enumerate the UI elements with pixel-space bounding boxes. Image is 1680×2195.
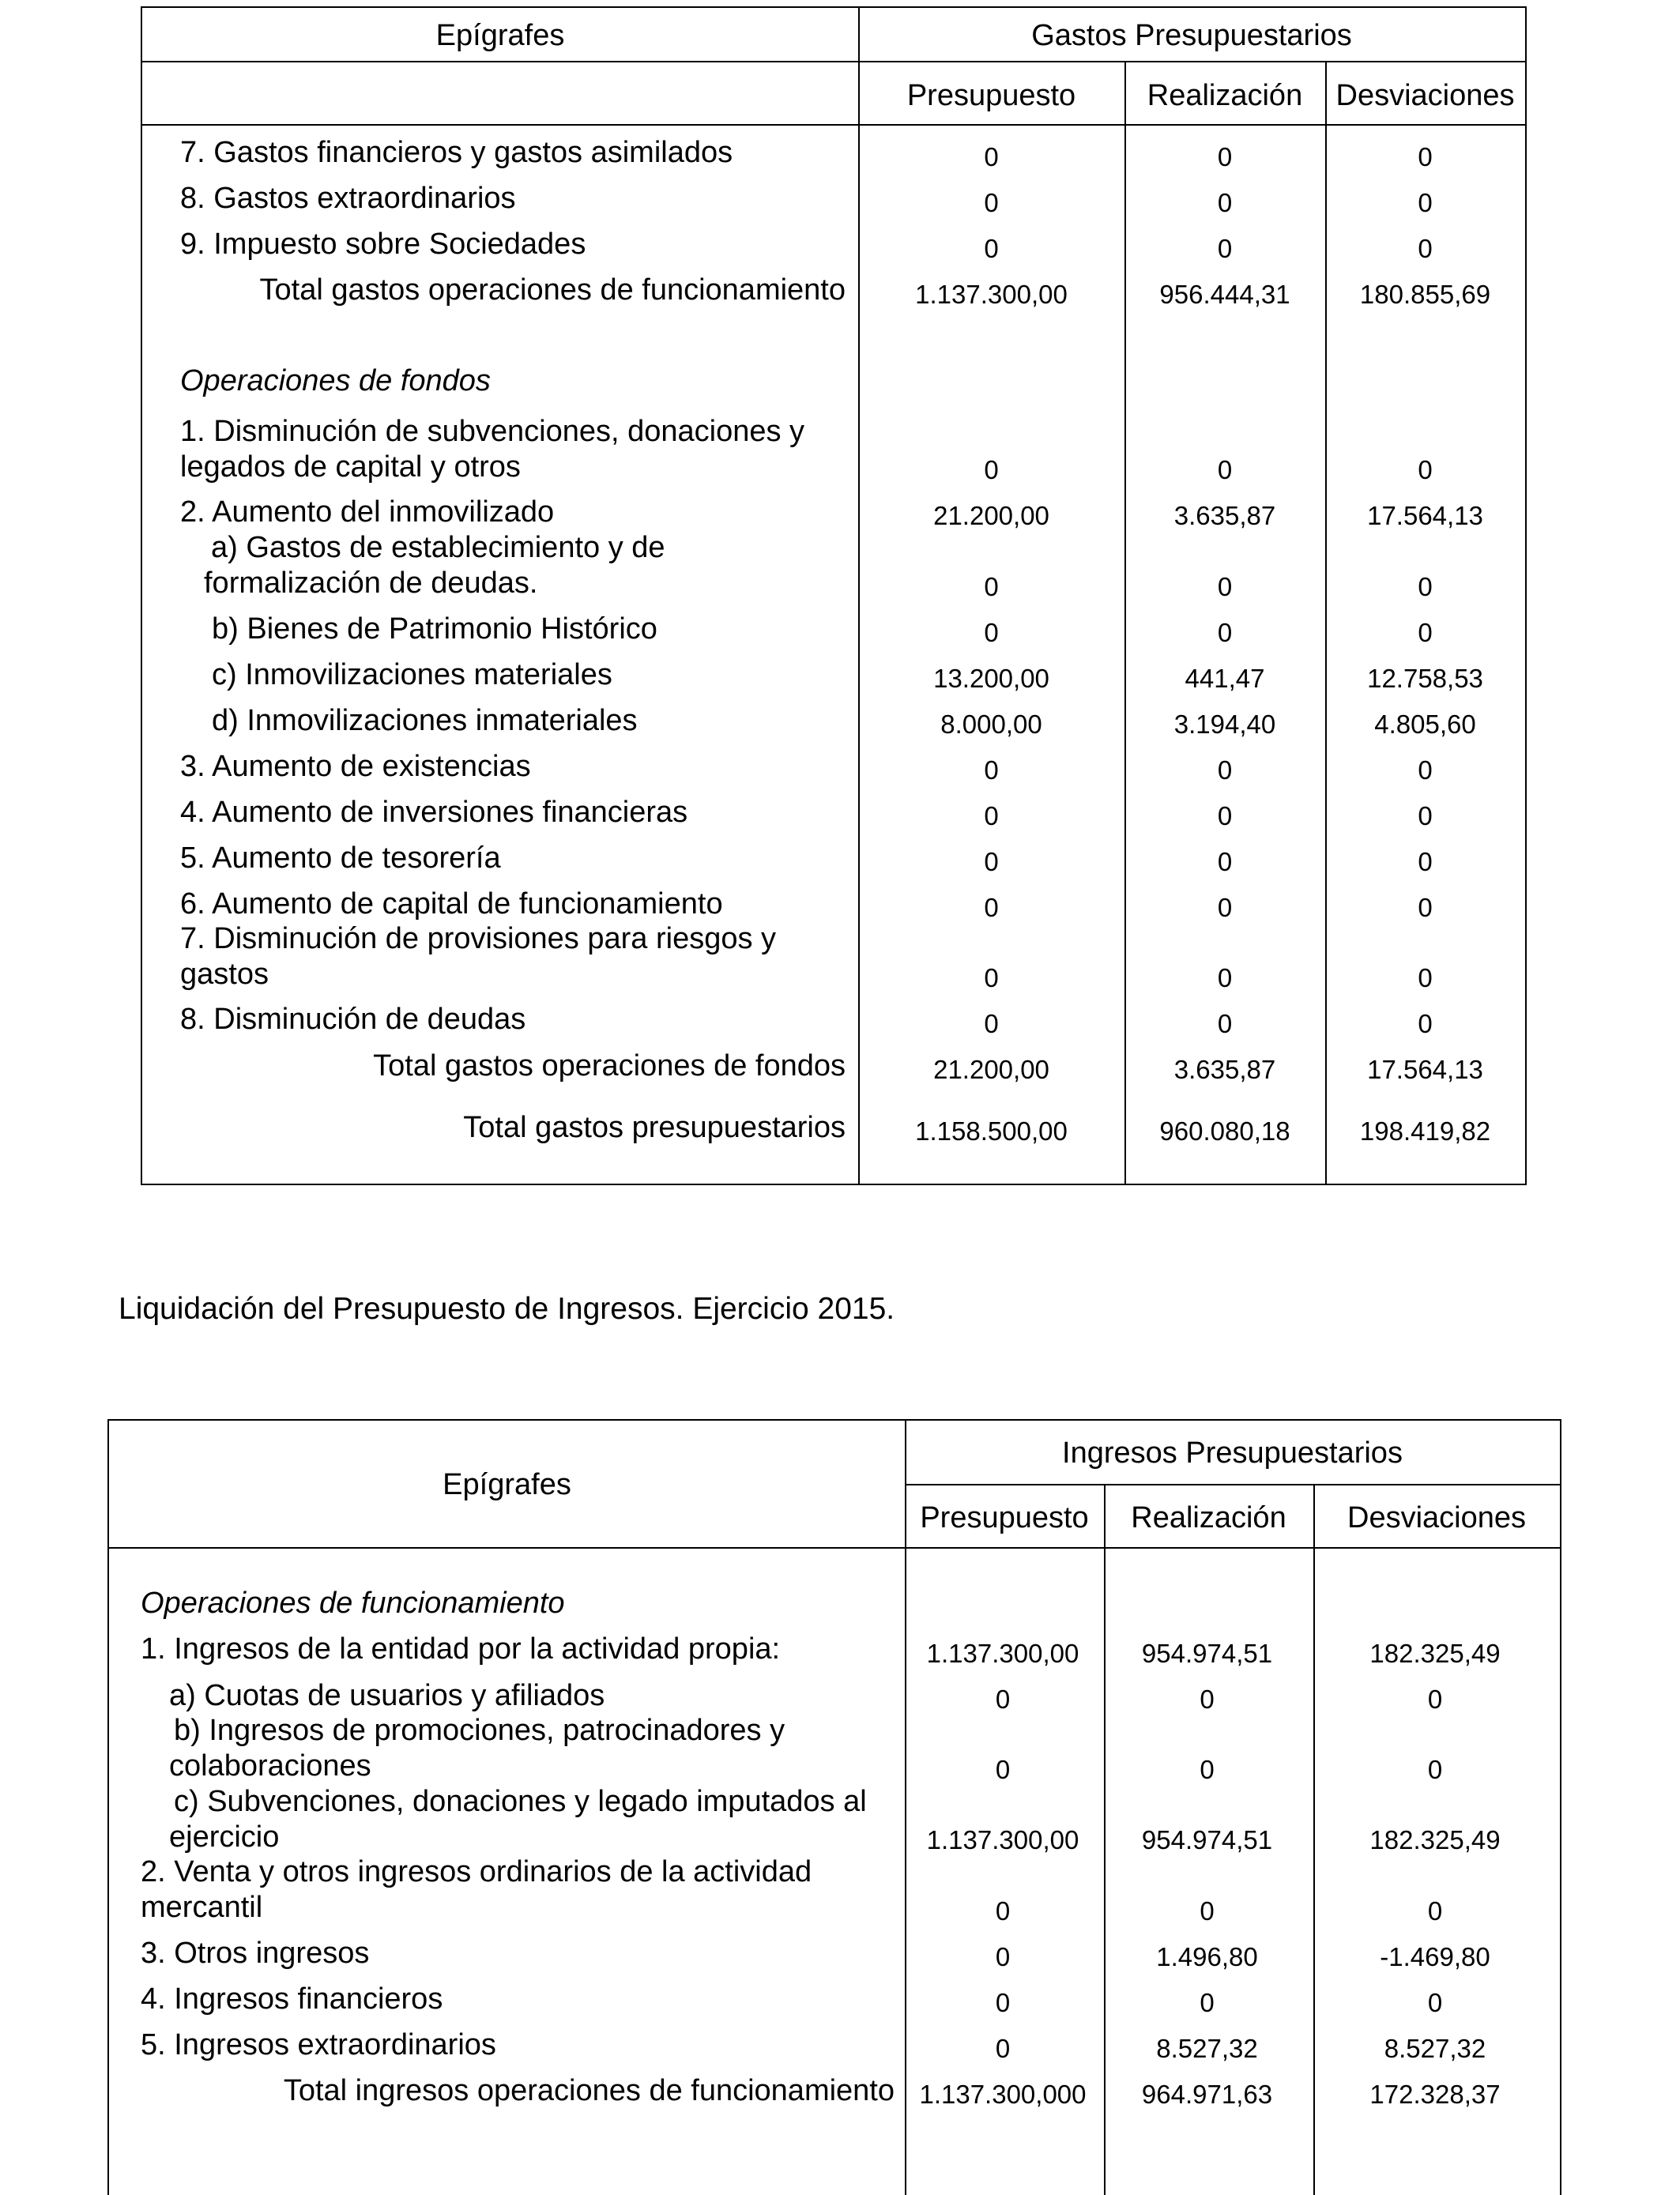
value-presupuesto: 0 bbox=[995, 1755, 1011, 1784]
row-label: 9. Impuesto sobre Sociedades bbox=[180, 228, 586, 261]
value-desviaciones: 0 bbox=[1427, 1685, 1443, 1714]
row-label: 1. Ingresos de la entidad por la actividad propia: bbox=[141, 1632, 781, 1666]
value-presupuesto: 0 bbox=[995, 1942, 1011, 1971]
row-label: 3. Aumento de existencias bbox=[180, 750, 531, 783]
value-presupuesto: 21.200,00 bbox=[933, 1055, 1049, 1084]
row-label: 6. Aumento de capital de funcionamiento bbox=[180, 887, 723, 921]
value-desviaciones: 0 bbox=[1418, 188, 1433, 217]
header-group: Ingresos Presupuestarios bbox=[1062, 1436, 1403, 1470]
value-realizacion: 960.080,18 bbox=[1159, 1116, 1290, 1146]
value-realizacion: 0 bbox=[1200, 1755, 1215, 1784]
value-presupuesto: 0 bbox=[984, 618, 999, 647]
value-presupuesto: 0 bbox=[995, 2034, 1011, 2063]
value-desviaciones: 180.855,69 bbox=[1359, 280, 1491, 309]
value-desviaciones: 0 bbox=[1418, 755, 1433, 785]
value-presupuesto: 0 bbox=[984, 142, 999, 171]
section-heading: Operaciones de fondos bbox=[180, 364, 491, 397]
value-realizacion: 0 bbox=[1217, 188, 1233, 217]
row-label: 8. Gastos extraordinarios bbox=[180, 182, 516, 215]
value-desviaciones: 0 bbox=[1418, 1009, 1433, 1038]
value-desviaciones: 0 bbox=[1418, 234, 1433, 263]
row-label: b) Bienes de Patrimonio Histórico bbox=[212, 612, 657, 646]
value-realizacion: 3.194,40 bbox=[1173, 710, 1276, 739]
row-label: 5. Ingresos extraordinarios bbox=[141, 2028, 496, 2061]
value-realizacion: 0 bbox=[1217, 893, 1233, 922]
row-label: d) Inmovilizaciones inmateriales bbox=[212, 704, 638, 737]
value-realizacion: 0 bbox=[1217, 801, 1233, 830]
value-presupuesto: 0 bbox=[984, 234, 999, 263]
row-label: 8. Disminución de deudas bbox=[180, 1003, 526, 1036]
header-presupuesto: Presupuesto bbox=[906, 79, 1076, 112]
value-presupuesto: 1.137.300,00 bbox=[926, 1825, 1079, 1854]
value-desviaciones: -1.469,80 bbox=[1380, 1942, 1490, 1971]
value-desviaciones: 8.527,32 bbox=[1384, 2034, 1486, 2063]
row-label-line: 7. Disminución de provisiones para riesgos y gastos bbox=[180, 922, 777, 991]
value-realizacion: 0 bbox=[1200, 1988, 1215, 2017]
row-label: 3. Otros ingresos bbox=[141, 1937, 370, 1970]
value-presupuesto: 0 bbox=[984, 847, 999, 876]
value-presupuesto: 13.200,00 bbox=[933, 664, 1049, 693]
section-heading: Operaciones de funcionamiento bbox=[141, 1587, 565, 1620]
row-label-total: Total gastos operaciones de fondos bbox=[373, 1049, 846, 1082]
value-realizacion: 0 bbox=[1217, 455, 1233, 484]
value-desviaciones: 0 bbox=[1418, 847, 1433, 876]
row-label: 4. Ingresos financieros bbox=[141, 1982, 443, 2016]
value-realizacion: 0 bbox=[1217, 847, 1233, 876]
value-presupuesto: 0 bbox=[984, 1009, 999, 1038]
value-desviaciones: 12.758,53 bbox=[1367, 664, 1483, 693]
row-label: 2. Aumento del inmovilizado bbox=[180, 495, 555, 529]
row-label bbox=[180, 414, 804, 485]
row-label-line: 1. Disminución de subvenciones, donaciones y legados de capital y otros bbox=[180, 415, 805, 484]
row-label-line: a) Gastos de establecimiento y de formalización de deudas. bbox=[204, 531, 665, 600]
value-presupuesto: 0 bbox=[984, 188, 999, 217]
value-realizacion: 1.496,80 bbox=[1156, 1942, 1258, 1971]
row-label: 7. Gastos financieros y gastos asimilados bbox=[180, 136, 733, 169]
value-desviaciones: 0 bbox=[1427, 1988, 1443, 2017]
header-epigrafes: Epígrafes bbox=[435, 19, 565, 52]
row-label bbox=[141, 1854, 812, 1926]
value-realizacion: 0 bbox=[1200, 1896, 1215, 1926]
row-label bbox=[169, 1713, 785, 1784]
value-desviaciones: 0 bbox=[1418, 893, 1433, 922]
row-label: c) Inmovilizaciones materiales bbox=[212, 658, 612, 691]
value-realizacion: 0 bbox=[1217, 963, 1233, 992]
row-label bbox=[180, 921, 776, 992]
value-presupuesto: 0 bbox=[984, 801, 999, 830]
row-label-line: 2. Venta y otros ingresos ordinarios de la actividad mercantil bbox=[141, 1855, 812, 1924]
value-desviaciones: 0 bbox=[1427, 1755, 1443, 1784]
header-realizacion: Realización bbox=[1147, 79, 1303, 112]
row-label: 4. Aumento de inversiones financieras bbox=[180, 796, 688, 829]
value-presupuesto: 1.137.300,00 bbox=[926, 1639, 1079, 1668]
value-presupuesto: 0 bbox=[984, 963, 999, 992]
value-desviaciones: 0 bbox=[1427, 1896, 1443, 1926]
row-label bbox=[169, 1784, 867, 1855]
value-realizacion: 0 bbox=[1217, 142, 1233, 171]
value-desviaciones: 0 bbox=[1418, 572, 1433, 601]
value-realizacion: 8.527,32 bbox=[1156, 2034, 1258, 2063]
value-presupuesto: 0 bbox=[984, 755, 999, 785]
section-caption: Liquidación del Presupuesto de Ingresos. Ejercicio 2015. bbox=[119, 1292, 895, 1326]
value-desviaciones: 0 bbox=[1418, 142, 1433, 171]
value-desviaciones: 17.564,13 bbox=[1367, 1055, 1483, 1084]
value-realizacion: 3.635,87 bbox=[1173, 501, 1276, 530]
value-desviaciones: 0 bbox=[1418, 963, 1433, 992]
value-desviaciones: 182.325,49 bbox=[1369, 1825, 1501, 1854]
value-realizacion: 0 bbox=[1200, 1685, 1215, 1714]
row-label-total: Total ingresos operaciones de funcionamiento bbox=[283, 2074, 895, 2107]
value-realizacion: 0 bbox=[1217, 755, 1233, 785]
header-group: Gastos Presupuestarios bbox=[1031, 19, 1352, 52]
header-desviaciones: Desviaciones bbox=[1335, 79, 1515, 112]
value-realizacion: 0 bbox=[1217, 572, 1233, 601]
row-label-line: b) Ingresos de promociones, patrocinadores y colaboraciones bbox=[169, 1714, 785, 1783]
row-label-line: c) Subvenciones, donaciones y legado imputados al ejercicio bbox=[169, 1785, 867, 1854]
value-presupuesto: 0 bbox=[984, 572, 999, 601]
value-desviaciones: 0 bbox=[1418, 455, 1433, 484]
header-desviaciones: Desviaciones bbox=[1347, 1501, 1526, 1534]
value-realizacion: 0 bbox=[1217, 234, 1233, 263]
row-label-total: Total gastos presupuestarios bbox=[463, 1111, 846, 1144]
value-presupuesto: 0 bbox=[984, 893, 999, 922]
value-presupuesto: 8.000,00 bbox=[940, 710, 1042, 739]
value-realizacion: 0 bbox=[1217, 1009, 1233, 1038]
value-realizacion: 0 bbox=[1217, 618, 1233, 647]
value-realizacion: 964.971,63 bbox=[1141, 2080, 1273, 2109]
row-label: 5. Aumento de tesorería bbox=[180, 841, 501, 875]
row-label: a) Cuotas de usuarios y afiliados bbox=[169, 1679, 605, 1712]
value-presupuesto: 0 bbox=[995, 1896, 1011, 1926]
value-presupuesto: 1.158.500,00 bbox=[915, 1116, 1068, 1146]
value-desviaciones: 0 bbox=[1418, 618, 1433, 647]
value-presupuesto: 0 bbox=[995, 1685, 1011, 1714]
value-desviaciones: 198.419,82 bbox=[1359, 1116, 1491, 1146]
header-presupuesto: Presupuesto bbox=[920, 1501, 1089, 1534]
value-presupuesto: 1.137.300,00 bbox=[915, 280, 1068, 309]
value-presupuesto: 21.200,00 bbox=[933, 501, 1049, 530]
value-desviaciones: 0 bbox=[1418, 801, 1433, 830]
value-desviaciones: 172.328,37 bbox=[1369, 2080, 1501, 2109]
row-label-total: Total gastos operaciones de funcionamiento bbox=[259, 273, 846, 307]
header-epigrafes: Epígrafes bbox=[443, 1468, 571, 1501]
value-realizacion: 954.974,51 bbox=[1141, 1639, 1273, 1668]
value-realizacion: 954.974,51 bbox=[1141, 1825, 1273, 1854]
value-desviaciones: 17.564,13 bbox=[1367, 501, 1483, 530]
value-presupuesto: 0 bbox=[995, 1988, 1011, 2017]
value-realizacion: 441,47 bbox=[1185, 664, 1265, 693]
value-desviaciones: 182.325,49 bbox=[1369, 1639, 1501, 1668]
row-label bbox=[204, 530, 665, 601]
value-presupuesto: 0 bbox=[984, 455, 999, 484]
value-desviaciones: 4.805,60 bbox=[1374, 710, 1476, 739]
value-realizacion: 956.444,31 bbox=[1159, 280, 1290, 309]
value-presupuesto: 1.137.300,000 bbox=[919, 2080, 1087, 2109]
header-realizacion: Realización bbox=[1131, 1501, 1286, 1534]
value-realizacion: 3.635,87 bbox=[1173, 1055, 1276, 1084]
